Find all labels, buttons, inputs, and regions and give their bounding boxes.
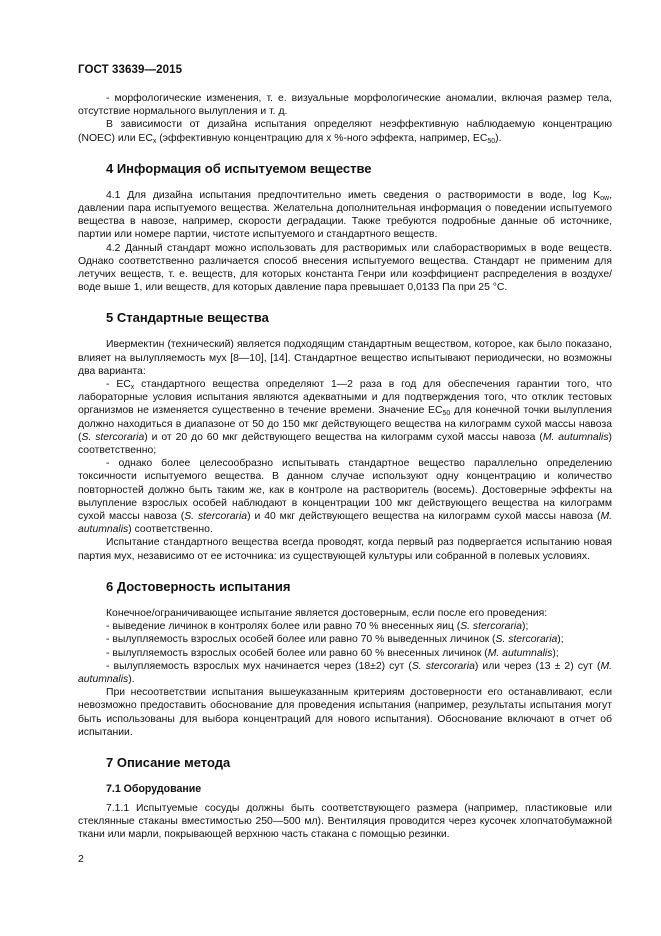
- section-6-paragraph-2: При несоответствии испытания вышеуказанным критериям достоверности его останавливают, если невозможно предоставить обоснование для проведения испытания (например, результаты испытания могут быть использованы для выбора концентраций для нового испытания). Обоснование включают в отчет об испытании.: [78, 687, 612, 738]
- section-6-bullet-2: - вылупляемость взрослых особей более или равно 70 % выведенных личинок (S. stercoraria);: [106, 634, 564, 646]
- section-6-bullet-4: - вылупляемость взрослых мух начинается через (18±2) сут (S. stercoraria) или через (13 ± 2) сут (M. autumnalis).: [78, 660, 612, 685]
- section-6-bullet-1: - выведение личинок в контролях более или равно 70 % внесенных яиц (S. stercoraria);: [106, 621, 529, 633]
- section-5-paragraph-2: - $EC_x$ стандартного вещества определяют 1—2 раза в год для обеспечения гарантии того, что лабораторные условия испытания являются адекватными и для подтверждения того, что отклик тестовых организмов не изменяется существенно в течение времени. Значение $EC_{50}$ для конечной точки вылупления должно находиться в диапазоне от 50 до 150 мкг действующего вещества на килограмм сухой массы навоза (S. stercoraria) и от 20 до 60 мкг действующего вещества на килограмм сухой массы навоза (M. autumnalis) соответственно;: [78, 379, 612, 457]
- section-4-paragraph-2: 4.2 Данный стандарт можно использовать для растворимых или слаборастворимых в воде веществ. Однако соответственно различается способ внесения испытуемого вещества. Стандарт не применим для летучих веществ, т. е. веществ, для которых константа Генри или коэффициент распределения в воздухе/воде выше 1, или веществ, для которых давление пара превышает 0,0133 Па при 25 °C.: [78, 242, 612, 294]
- section-7-paragraph-1: 7.1.1 Испытуемые сосуды должны быть соответствующего размера (например, пластиковые или стеклянные стаканы вместимостью 250—500 мл). Вентиляция проводится через кусочек хлопчатобумажной ткани или марли, покрывающей верхнюю часть стакана с помощью резинки.: [78, 802, 612, 841]
- document-header: ГОСТ 33639—2015: [78, 64, 183, 76]
- intro-paragraph-1: - морфологические изменения, т. е. визуальные морфологические аномалии, включая размер тела, отсутствие нормального вылупления и т. д.: [78, 93, 612, 118]
- section-5-paragraph-3: - однако более целесообразно испытывать стандартное вещество параллельно определению токсичности испытуемого вещества. В данном случае используют одну концентрацию и количество повторностей должно быть таким же, как в контроле на растворитель (восемь). Достоверные эффекты на вылупление взрослых особей наблюдают в концентрации 100 мкг действующего вещества на килограмм сухой массы навоза (S. stercoraria) и 40 мкг действующего вещества на килограмм сухой массы навоза (M. autumnalis) соответственно.: [78, 458, 612, 536]
- section-4-heading: 4 Информация об испытуемом веществе: [106, 160, 372, 176]
- section-5-paragraph-4: Испытание стандартного вещества всегда проводят, когда первый раз подвергается испытанию новая партия мух, независимо от ее источника: из существующей культуры или собранной в полевых условиях.: [78, 537, 612, 562]
- intro-paragraph-2: В зависимости от дизайна испытания определяют неэффективную наблюдаемую концентрацию (NOEC) или $EC_x$ (эффективную концентрацию для x %-ного эффекта, например, $EC_{50}$).: [78, 119, 612, 145]
- section-7-heading: 7 Описание метода: [106, 754, 231, 770]
- page-number: 2: [78, 853, 84, 865]
- section-4-paragraph-1: 4.1 Для дизайна испытания предпочтительно иметь сведения о растворимости в воде, $\log K_{ow}$, давлении пара испытуемого вещества. Желательна дополнительная информация о поведении испытуемого вещества в навозе, например, скорости деградации. Также требуются подробные данные об источнике, партии или номере партии, чистоте испытуемого и стандартного веществ.: [78, 189, 612, 241]
- section-5-paragraph-1: Ивермектин (технический) является подходящим стандартным веществом, которое, как было показано, влияет на вылупляемость мух [8—10], [14]. Стандартное вещество испытывают периодически, но возможны два варианта:: [78, 339, 612, 377]
- section-6-heading: 6 Достоверность испытания: [106, 578, 291, 594]
- section-6-bullet-3: - вылупляемость взрослых особей более или равно 60 % внесенных личинок (M. autumnalis);: [106, 647, 559, 659]
- subsection-7-1-heading: 7.1 Оборудование: [106, 782, 202, 795]
- section-6-paragraph-1: Конечное/ограничивающее испытание является достоверным, если после его проведения:: [106, 607, 548, 619]
- section-5-heading: 5 Стандартные вещества: [106, 310, 269, 326]
- page-body: [78, 92, 612, 842]
